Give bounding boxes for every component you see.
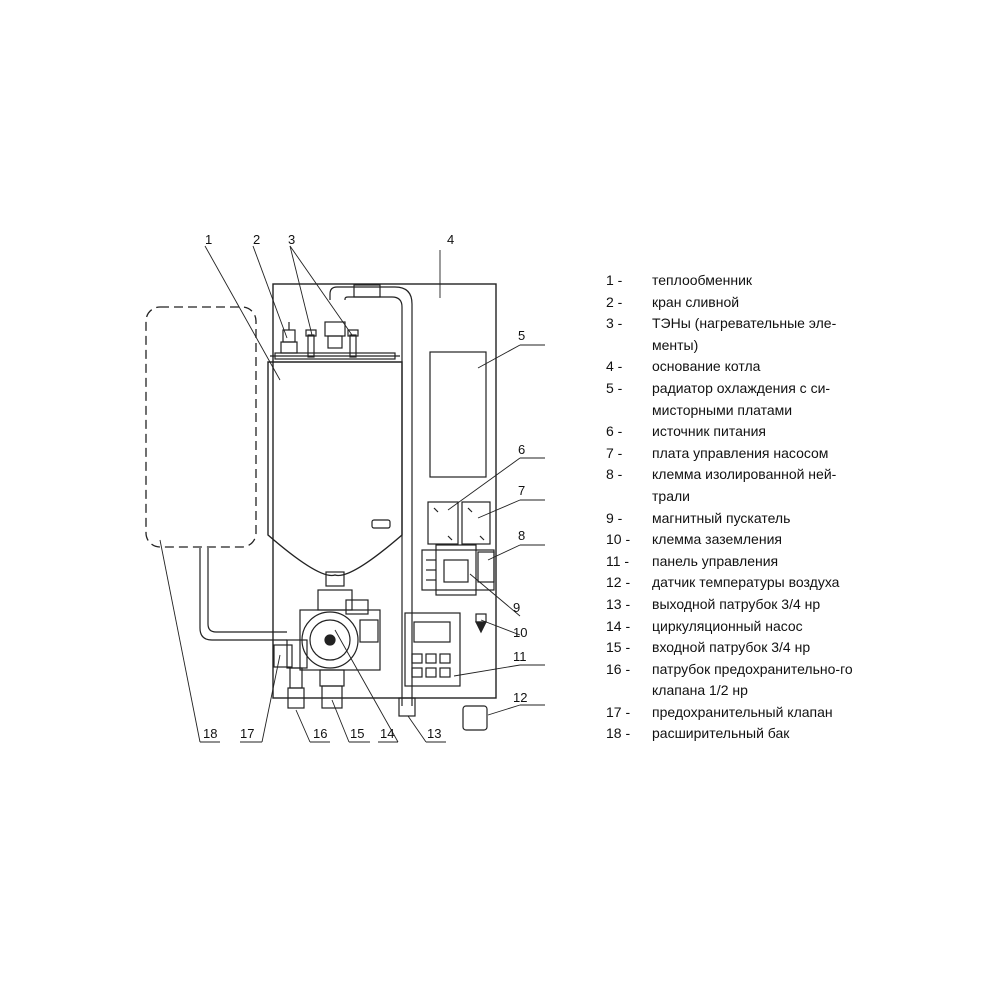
radiator-panel	[430, 352, 486, 477]
legend-text: плата управления насосом	[652, 444, 829, 461]
legend-item	[606, 292, 906, 314]
drain-valve	[281, 322, 297, 353]
callout-12: 12	[513, 690, 528, 705]
callout-14: 14	[380, 726, 395, 741]
legend-item	[606, 313, 906, 356]
legend-item	[606, 594, 906, 616]
legend-text: предохранительный клапан	[652, 703, 833, 720]
pump-control-board	[462, 502, 490, 544]
expansion-tank	[146, 307, 256, 547]
legend-item	[606, 551, 906, 573]
legend-number: 11 -	[606, 552, 630, 569]
legend-number: 4 -	[606, 358, 623, 375]
legend-number: 3 -	[606, 315, 623, 332]
callout-1: 1	[205, 232, 213, 247]
legend-number: 17 -	[606, 703, 631, 720]
legend-item	[606, 702, 906, 724]
heat-exchanger	[268, 362, 402, 576]
legend-number: 7 -	[606, 444, 623, 461]
callout-6: 6	[518, 442, 526, 457]
legend-item	[606, 443, 906, 465]
grounding-terminal	[476, 614, 486, 632]
legend-text: патрубок предохранительно-го клапана 1/2 нр	[652, 660, 853, 699]
legend-number: 5 -	[606, 379, 623, 396]
air-temp-sensor	[463, 706, 487, 730]
callout-11: 11	[513, 649, 527, 664]
legend-text: радиатор охлаждения с си-мисторными платами	[652, 379, 831, 418]
callout-leaders	[160, 246, 545, 742]
callout-10: 10	[513, 625, 528, 640]
heating-elements	[306, 322, 358, 357]
legend-text: панель управления	[652, 552, 779, 569]
legend	[606, 270, 906, 745]
legend-item	[606, 378, 906, 421]
legend-item	[606, 616, 906, 638]
legend-text: клемма изолированной ней-трали	[652, 466, 837, 504]
legend-text: клемма заземления	[652, 531, 782, 548]
legend-text: основание котла	[652, 358, 761, 375]
legend-text: источник питания	[652, 423, 766, 440]
legend-number: 16 -	[606, 660, 631, 677]
legend-item	[606, 464, 906, 507]
legend-item	[606, 421, 906, 443]
legend-text: выходной патрубок 3/4 нр	[652, 595, 821, 612]
legend-item	[606, 723, 906, 745]
callout-7: 7	[518, 483, 526, 498]
callout-16: 16	[313, 726, 328, 741]
legend-text: ТЭНы (нагревательные эле-менты)	[652, 315, 837, 353]
callout-17: 17	[240, 726, 255, 741]
legend-item	[606, 356, 906, 378]
control-panel	[405, 613, 460, 686]
legend-number: 18 -	[606, 725, 631, 742]
legend-number: 6 -	[606, 423, 623, 440]
legend-text: магнитный пускатель	[652, 509, 791, 526]
callout-2: 2	[253, 232, 261, 247]
legend-text: кран сливной	[652, 293, 740, 310]
legend-number: 13 -	[606, 595, 631, 612]
power-supply	[428, 502, 458, 544]
legend-number: 8 -	[606, 466, 623, 483]
legend-number: 12 -	[606, 574, 631, 591]
callout-4: 4	[447, 232, 455, 247]
legend-item	[606, 529, 906, 551]
callout-18: 18	[203, 726, 218, 741]
legend-number: 1 -	[606, 272, 623, 288]
circulation-pump	[300, 590, 380, 670]
inlet-pipe	[320, 670, 344, 708]
legend-item	[606, 572, 906, 594]
legend-text: входной патрубок 3/4 нр	[652, 639, 811, 656]
legend-number: 14 -	[606, 617, 631, 634]
callout-5: 5	[518, 328, 526, 343]
callout-13: 13	[427, 726, 442, 741]
expansion-pipe	[200, 548, 287, 640]
legend-number: 9 -	[606, 509, 623, 526]
legend-item	[606, 508, 906, 530]
legend-number: 15 -	[606, 639, 631, 656]
callout-9: 9	[513, 600, 521, 615]
legend-text: циркуляционный насос	[652, 617, 803, 634]
legend-text: датчик температуры воздуха	[652, 574, 840, 591]
legend-number: 2 -	[606, 293, 623, 310]
legend-text: расширительный бак	[652, 725, 790, 742]
magnetic-starter	[422, 545, 494, 595]
legend-item	[606, 637, 906, 659]
boiler-base	[273, 284, 496, 698]
legend-item	[606, 270, 906, 292]
callout-8: 8	[518, 528, 526, 543]
safety-valve-pipe	[288, 668, 304, 708]
legend-text: теплообменник	[652, 272, 753, 288]
legend-number: 10 -	[606, 531, 631, 548]
callout-15: 15	[350, 726, 365, 741]
callout-3: 3	[288, 232, 296, 247]
legend-item	[606, 659, 906, 702]
